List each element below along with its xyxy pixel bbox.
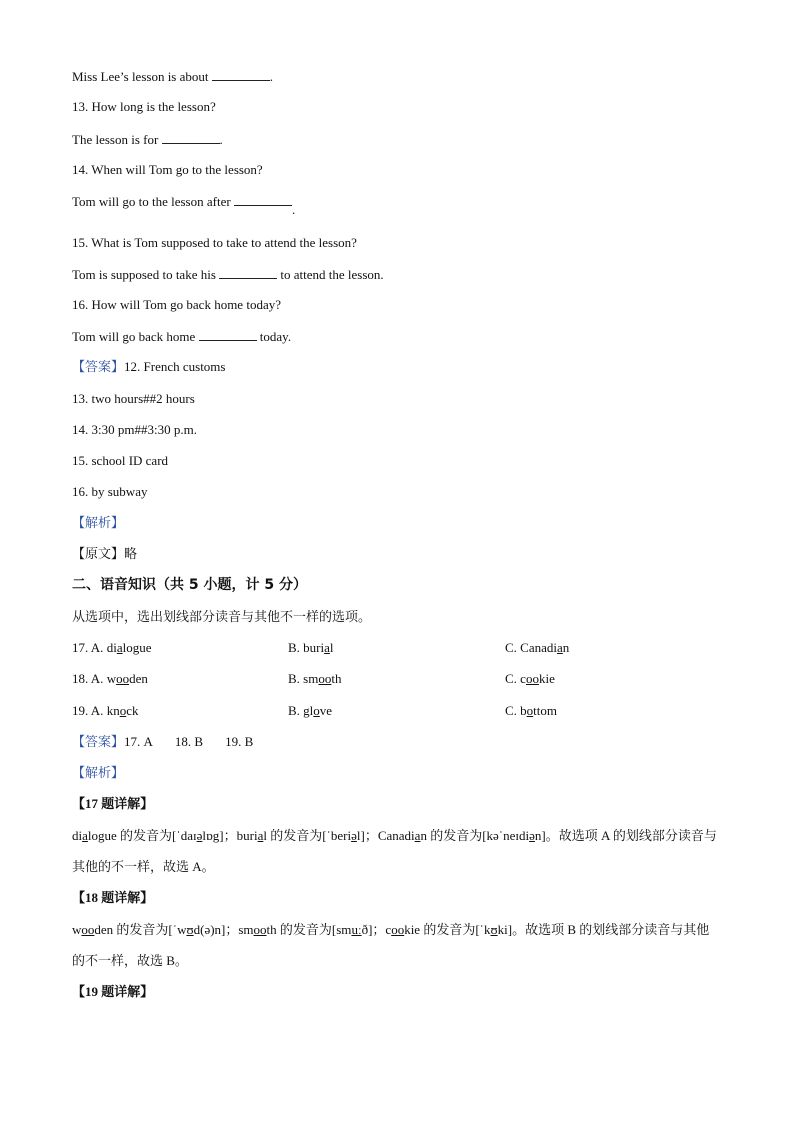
q18-detail-text xyxy=(72,914,720,976)
q14-answer-prefix: Tom will go to the lesson after xyxy=(72,194,234,209)
answer-13: 13. two hours##2 hours xyxy=(72,391,195,406)
word-part: Canadi xyxy=(520,640,557,655)
word-part: logue xyxy=(122,640,152,655)
q15-answer-prefix: Tom is supposed to take his xyxy=(72,267,220,282)
word-part: den xyxy=(129,671,148,686)
q14-answer-suffix: . xyxy=(291,202,296,217)
answer-tag: 【答案】 xyxy=(72,734,125,749)
q17-number: 17. xyxy=(72,640,91,655)
detail-text: d(ə)n]； xyxy=(193,922,239,937)
option-label: A. xyxy=(90,703,107,718)
word-part: den xyxy=(94,922,114,937)
q15-answer-line xyxy=(72,265,384,284)
word-part: l xyxy=(329,640,334,655)
word-part: w xyxy=(72,922,82,937)
underlined-part: a xyxy=(82,828,88,843)
answer-14: 14. 3:30 pm##3:30 p.m. xyxy=(72,422,197,437)
detail-text: lɒg]； xyxy=(202,828,237,843)
word-part: th xyxy=(266,922,277,937)
option-label: C. xyxy=(505,640,521,655)
q18-option-c xyxy=(505,670,555,688)
word-part: di xyxy=(72,828,83,843)
q18-number: 18. xyxy=(72,671,91,686)
word-part: th xyxy=(331,671,342,686)
answer-tag: 【答案】 xyxy=(72,359,125,374)
q19-detail-title: 【19 题详解】 xyxy=(72,984,154,999)
q13-question: 13. How long is the lesson? xyxy=(72,99,216,114)
answer-18: 18. B xyxy=(174,734,204,749)
option-label: B. xyxy=(288,640,304,655)
word-part: w xyxy=(106,671,117,686)
underlined-part: o xyxy=(526,703,534,718)
underlined-part: oo xyxy=(318,671,332,686)
q18-option-a xyxy=(72,670,148,688)
q17-option-b xyxy=(288,639,334,657)
option-label: A. xyxy=(90,671,107,686)
word-part: logue xyxy=(87,828,117,843)
underlined-part: a xyxy=(116,640,123,655)
underlined-part: a xyxy=(414,828,421,843)
q14-question: 14. When will Tom go to the lesson? xyxy=(72,162,263,177)
detail-text: 的发音为[ˈberi xyxy=(266,828,352,843)
underlined-part: uː xyxy=(351,922,362,937)
q12-answer-line xyxy=(72,67,273,86)
q15-blank xyxy=(219,265,277,279)
underlined-part: a xyxy=(557,640,563,655)
q19-option-c xyxy=(505,702,557,720)
detail-text: ð]； xyxy=(361,922,386,937)
section2-instruction: 从选项中，选出划线部分读音与其他不一样的选项。 xyxy=(72,609,372,624)
underlined-part: ʊ xyxy=(186,922,194,937)
q15-answer-suffix: to attend the lesson. xyxy=(277,267,384,282)
detail-text: 的发音为[ˈk xyxy=(420,922,491,937)
word-part: kn xyxy=(106,703,120,718)
detail-text: 的发音为[ˈw xyxy=(113,922,187,937)
word-part: n xyxy=(420,828,427,843)
answer-15: 15. school ID card xyxy=(72,453,169,468)
q19-option-b xyxy=(288,702,332,720)
q12-answer-prefix: Miss Lee’s lesson is about xyxy=(72,69,212,84)
answers2-line xyxy=(72,733,253,751)
answer-12: 12. French customs xyxy=(124,359,226,374)
word-part: buri xyxy=(236,828,258,843)
analysis1-tag: 【解析】 xyxy=(72,515,125,530)
detail-text: 的发音为[sm xyxy=(276,922,352,937)
underlined-part: ə xyxy=(196,828,203,843)
q17-detail-text xyxy=(72,820,720,882)
q12-blank xyxy=(212,67,270,81)
q13-answer-prefix: The lesson is for xyxy=(72,132,162,147)
word-part: ck xyxy=(126,703,139,718)
word-part: buri xyxy=(303,640,325,655)
underlined-part: ə xyxy=(529,828,535,843)
q17-detail-title: 【17 题详解】 xyxy=(72,796,154,811)
q14-answer-line xyxy=(72,192,296,217)
underlined-part: oo xyxy=(525,671,539,686)
option-label: B. xyxy=(288,703,304,718)
word-part: ve xyxy=(319,703,333,718)
q18-option-b xyxy=(288,670,341,688)
underlined-part: o xyxy=(313,703,320,718)
underlined-part: o xyxy=(119,703,127,718)
word-part: di xyxy=(106,640,117,655)
word-part: sm xyxy=(238,922,254,937)
original-text: 略 xyxy=(124,546,138,561)
original-tag: 【原文】 xyxy=(72,546,125,561)
q14-blank xyxy=(234,192,292,206)
q13-answer-suffix: . xyxy=(219,132,223,147)
answer-16: 16. by subway xyxy=(72,484,148,499)
q16-blank xyxy=(199,327,257,341)
detail-text: 的发音为[ˈdaɪ xyxy=(116,828,197,843)
detail-text: ki]。故选项 B 的划线部分读音与其他的不一样，故选 B。 xyxy=(72,922,710,968)
underlined-part: oo xyxy=(253,922,267,937)
underlined-part: oo xyxy=(391,922,405,937)
q19-option-a xyxy=(72,702,138,720)
q13-answer-line xyxy=(72,130,223,149)
underlined-part: oo xyxy=(81,922,95,937)
word-part: c xyxy=(385,922,392,937)
word-part: Canadi xyxy=(377,828,415,843)
q17-option-c xyxy=(505,639,569,657)
underlined-part: a xyxy=(324,640,330,655)
q19-number: 19. xyxy=(72,703,91,718)
word-part: kie xyxy=(404,922,421,937)
q16-answer-line xyxy=(72,327,291,346)
underlined-part: ə xyxy=(351,828,357,843)
q12-answer-suffix: . xyxy=(269,69,273,84)
option-label: B. xyxy=(288,671,304,686)
q16-question: 16. How will Tom go back home today? xyxy=(72,297,281,312)
answers1-line xyxy=(72,358,225,376)
word-part: kie xyxy=(538,671,555,686)
q18-detail-title: 【18 题详解】 xyxy=(72,890,154,905)
q15-question: 15. What is Tom supposed to take to attend the lesson? xyxy=(72,235,357,250)
option-label: A. xyxy=(90,640,107,655)
answer-19: 19. B xyxy=(225,734,254,749)
detail-text: 的发音为[kəˈneɪdi xyxy=(426,828,530,843)
q16-answer-prefix: Tom will go back home xyxy=(72,329,199,344)
q13-blank xyxy=(162,130,220,144)
underlined-part: oo xyxy=(116,671,130,686)
word-part: gl xyxy=(303,703,314,718)
word-part: sm xyxy=(303,671,319,686)
q17-option-a xyxy=(72,639,151,657)
option-label: C. xyxy=(505,671,521,686)
word-part: b xyxy=(520,703,527,718)
detail-text: l]； xyxy=(356,828,378,843)
word-part: ttom xyxy=(533,703,558,718)
underlined-part: a xyxy=(257,828,264,843)
word-part: l xyxy=(263,828,267,843)
original-text-line xyxy=(72,545,137,563)
section2-title: 二、语音知识（共 5 小题，计 5 分） xyxy=(72,577,307,593)
word-part: c xyxy=(520,671,526,686)
q16-answer-suffix: today. xyxy=(256,329,292,344)
word-part: n xyxy=(562,640,570,655)
answer-17: 17. A xyxy=(124,734,153,749)
underlined-part: ʊ xyxy=(490,922,498,937)
detail-text: n]。故选项 A 的划线部分读音与其他的不一样，故选 A。 xyxy=(72,828,717,874)
analysis2-tag: 【解析】 xyxy=(72,765,125,780)
option-label: C. xyxy=(505,703,521,718)
